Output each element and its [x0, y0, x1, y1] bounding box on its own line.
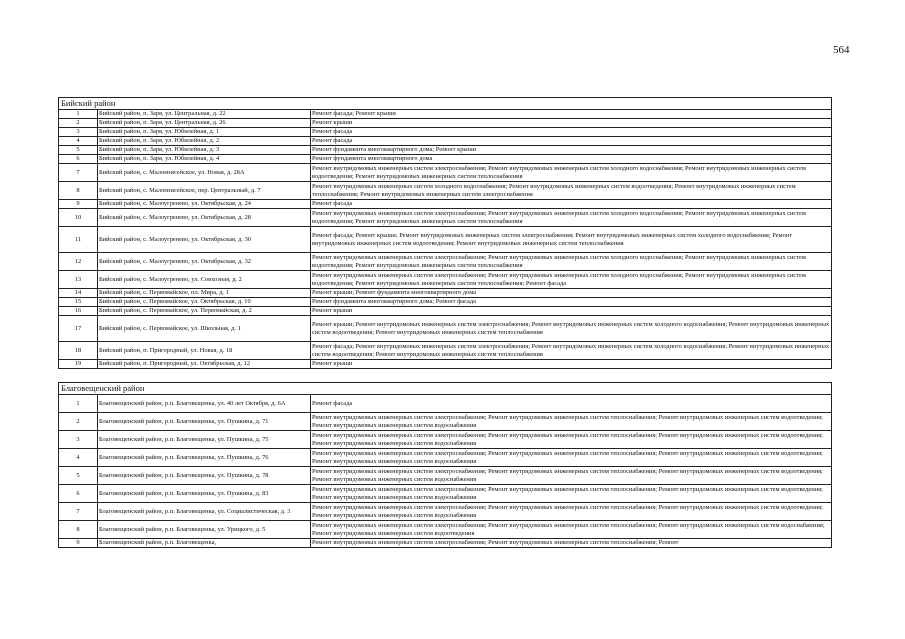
row-number: 7	[59, 503, 98, 521]
row-work: Ремонт внутридомовых инженерных систем электроснабжения; Ремонт внутридомовых инженерных систем теплоснабжения; Ремонт внутридомовых инженерных систем водоотведения; Ремонт внутридомовых инженерных систем водоснабжения	[311, 449, 832, 467]
row-work: Ремонт крыши; Ремонт внутридомовых инженерных систем электроснабжения; Ремонт внутридомовых инженерных систем холодного водоснабжения; Ремонт внутридомовых инженерных систем водоотведения; Ремонт внутридомовых инженерных систем теплоснабжения	[311, 316, 832, 342]
section-gap	[58, 369, 832, 382]
row-number: 9	[59, 200, 98, 209]
row-work: Ремонт фасада	[311, 395, 832, 413]
row-work: Ремонт внутридомовых инженерных систем холодного водоснабжения; Ремонт внутридомовых инженерных систем водоотведения; Ремонт внутридомовых инженерных систем теплоснабжения; Ремонт внутридомовых инженерных систем электроснабжения	[311, 182, 832, 200]
table-row	[59, 360, 832, 369]
row-address: Бийский район, с. Малоугренево, ул. Октябрьская, д. 24	[98, 200, 311, 209]
row-number: 12	[59, 253, 98, 271]
table-row	[59, 146, 832, 155]
table-blagoveshchensk	[58, 394, 832, 548]
table-row	[59, 342, 832, 360]
row-address: Бийский район, с. Малоугренево, ул. Октябрьская, д. 28	[98, 209, 311, 227]
row-number: 6	[59, 485, 98, 503]
row-number: 9	[59, 539, 98, 548]
table-row	[59, 503, 832, 521]
table-row	[59, 413, 832, 431]
row-work: Ремонт фасада	[311, 137, 832, 146]
row-number: 16	[59, 307, 98, 316]
row-work: Ремонт внутридомовых инженерных систем электроснабжения; Ремонт внутридомовых инженерных систем теплоснабжения; Ремонт внутридомовых инженерных систем водоснабжения; Ремонт внутридомовых инженерных систем водоотведения	[311, 521, 832, 539]
row-work: Ремонт фасада	[311, 200, 832, 209]
row-address: Благовещенский район, р.п. Благовещенка, ул. Пушкина, д. 83	[98, 485, 311, 503]
row-address: Благовещенский район, р.п. Благовещенка, ул. Пушкина, д. 71	[98, 413, 311, 431]
table-row	[59, 449, 832, 467]
row-number: 14	[59, 289, 98, 298]
table-row	[59, 137, 832, 146]
table-row	[59, 164, 832, 182]
table-row	[59, 110, 832, 119]
row-address: Бийский район, п. Заря, ул. Юбилейная, д. 1	[98, 128, 311, 137]
document-body	[58, 97, 832, 548]
row-work: Ремонт фундамента многоквартирного дома	[311, 155, 832, 164]
row-address: Бийский район, с. Первомайское, ул. Первомайская, д. 2	[98, 307, 311, 316]
section-title-biysk: Бийский район	[58, 97, 832, 109]
table-biysk	[58, 109, 832, 369]
row-work: Ремонт крыши	[311, 360, 832, 369]
row-number: 7	[59, 164, 98, 182]
row-work: Ремонт внутридомовых инженерных систем электроснабжения; Ремонт внутридомовых инженерных систем теплоснабжения; Ремонт внутридомовых инженерных систем водоотведения; Ремонт внутридомовых инженерных систем водоснабжения	[311, 467, 832, 485]
row-address: Бийский район, с. Первомайское, ул. Школьная, д. 1	[98, 316, 311, 342]
row-address: Бийский район, п. Заря, ул. Юбилейная, д. 3	[98, 146, 311, 155]
row-address: Бийский район, с. Первомайское, ул. Октябрьская, д. 10	[98, 298, 311, 307]
row-address: Благовещенский район, р.п. Благовещенка, ул. Пушкина, д. 78	[98, 467, 311, 485]
row-work: Ремонт внутридомовых инженерных систем электроснабжения; Ремонт внутридомовых инженерных систем холодного водоснабжения; Ремонт внутридомовых инженерных систем водоотведения; Ремонт внутридомовых инженерных систем теплоснабжения	[311, 209, 832, 227]
row-work: Ремонт внутридомовых инженерных систем электроснабжения; Ремонт внутридомовых инженерных систем холодного водоснабжения; Ремонт внутридомовых инженерных систем водоотведения; Ремонт внутридомовых инженерных систем теплоснабжения; Ремонт фасада	[311, 271, 832, 289]
row-work: Ремонт внутридомовых инженерных систем электроснабжения; Ремонт внутридомовых инженерных систем теплоснабжения; Ремонт внутридомовых инженерных систем водоотведения; Ремонт внутридомовых инженерных систем водоснабжения	[311, 431, 832, 449]
row-work: Ремонт внутридомовых инженерных систем электроснабжения; Ремонт внутридомовых инженерных систем теплоснабжения; Ремонт внутридомовых инженерных систем водоотведения; Ремонт внутридомовых инженерных систем водоснабжения	[311, 485, 832, 503]
row-address: Благовещенский район, р.п. Благовещенка, ул. Социалистическая, д. 3	[98, 503, 311, 521]
table-row	[59, 307, 832, 316]
row-address: Бийский район, с. Малоенисейское, ул. Новая, д. 28А	[98, 164, 311, 182]
row-address: Благовещенский район, р.п. Благовещенка, ул. Пушкина, д. 76	[98, 449, 311, 467]
row-work: Ремонт фасада	[311, 128, 832, 137]
row-address: Бийский район, с. Первомайское, пл. Мира, д. 1	[98, 289, 311, 298]
page-number: 564	[833, 44, 850, 56]
row-number: 3	[59, 128, 98, 137]
row-work: Ремонт внутридомовых инженерных систем электроснабжения; Ремонт внутридомовых инженерных систем холодного водоснабжения; Ремонт внутридомовых инженерных систем водоотведения; Ремонт внутридомовых инженерных систем теплоснабжения	[311, 253, 832, 271]
row-work: Ремонт фундамента многоквартирного дома; Ремонт крыши	[311, 146, 832, 155]
table-row	[59, 521, 832, 539]
table-row	[59, 182, 832, 200]
row-address: Бийский район, п. Заря, ул. Юбилейная, д. 4	[98, 155, 311, 164]
row-number: 3	[59, 431, 98, 449]
row-number: 5	[59, 467, 98, 485]
row-number: 19	[59, 360, 98, 369]
row-number: 6	[59, 155, 98, 164]
section-title-blagoveshchensk: Благовещенский район	[58, 382, 832, 394]
row-address: Благовещенский район, р.п. Благовещенка, ул. Урицкого, д. 5	[98, 521, 311, 539]
row-address: Бийский район, с. Малоугренево, ул. Совхозная, д. 2	[98, 271, 311, 289]
row-address: Благовещенский район, р.п. Благовещенка, ул. Пушкина, д. 75	[98, 431, 311, 449]
row-work: Ремонт фасада; Ремонт крыши	[311, 110, 832, 119]
row-number: 11	[59, 227, 98, 253]
row-work: Ремонт фасада; Ремонт крыши; Ремонт внутридомовых инженерных систем электроснабжения; Ремонт внутридомовых инженерных систем холодного водоснабжения; Ремонт внутридомовых инженерных систем водоотведения; Ремонт внутридомовых инженерных систем теплоснабжения	[311, 227, 832, 253]
row-number: 8	[59, 182, 98, 200]
table-row	[59, 227, 832, 253]
row-work: Ремонт крыши; Ремонт фундамента многоквартирного дома	[311, 289, 832, 298]
row-number: 5	[59, 146, 98, 155]
row-number: 18	[59, 342, 98, 360]
table-row	[59, 200, 832, 209]
row-address: Благовещенский район, р.п. Благовещенка,	[98, 539, 311, 548]
row-number: 10	[59, 209, 98, 227]
row-address: Бийский район, с. Малоугренево, ул. Октябрьская, д. 32	[98, 253, 311, 271]
row-number: 4	[59, 449, 98, 467]
row-address: Бийский район, п. Заря, ул. Центральная, д. 26	[98, 119, 311, 128]
row-number: 15	[59, 298, 98, 307]
row-address: Бийский район, п. Пригородный, ул. Новая, д. 18	[98, 342, 311, 360]
row-work: Ремонт внутридомовых инженерных систем электроснабжения; Ремонт внутридомовых инженерных систем холодного водоснабжения; Ремонт внутридомовых инженерных систем водоотведения; Ремонт внутридомовых инженерных систем теплоснабжения	[311, 164, 832, 182]
table-row	[59, 289, 832, 298]
row-address: Благовещенский район, р.п. Благовещенка, ул. 40 лет Октября, д. 6А	[98, 395, 311, 413]
table-row	[59, 431, 832, 449]
row-address: Бийский район, п. Пригородный, ул. Октябрьская, д. 12	[98, 360, 311, 369]
table-row	[59, 155, 832, 164]
row-number: 8	[59, 521, 98, 539]
row-number: 1	[59, 395, 98, 413]
row-number: 4	[59, 137, 98, 146]
row-work: Ремонт внутридомовых инженерных систем электроснабжения; Ремонт внутридомовых инженерных систем теплоснабжения; Ремонт внутридомовых инженерных систем водоотведения; Ремонт внутридомовых инженерных систем водоснабжения	[311, 413, 832, 431]
row-address: Бийский район, п. Заря, ул. Центральная, д. 22	[98, 110, 311, 119]
row-number: 13	[59, 271, 98, 289]
row-work: Ремонт крыши	[311, 307, 832, 316]
row-number: 1	[59, 110, 98, 119]
row-work: Ремонт крыши	[311, 119, 832, 128]
table-row	[59, 316, 832, 342]
table-row	[59, 271, 832, 289]
table-row	[59, 467, 832, 485]
row-work: Ремонт внутридомовых инженерных систем электроснабжения; Ремонт внутридомовых инженерных систем теплоснабжения; Ремонт	[311, 539, 832, 548]
row-address: Бийский район, с. Малоенисейское, пер. Центральный, д. 7	[98, 182, 311, 200]
table-row	[59, 539, 832, 548]
table-row	[59, 395, 832, 413]
row-number: 2	[59, 413, 98, 431]
table-row	[59, 119, 832, 128]
row-address: Бийский район, п. Заря, ул. Юбилейная, д. 2	[98, 137, 311, 146]
table-row	[59, 298, 832, 307]
table-row	[59, 485, 832, 503]
table-row	[59, 128, 832, 137]
row-work: Ремонт фасада; Ремонт внутридомовых инженерных систем электроснабжения; Ремонт внутридомовых инженерных систем холодного водоснабжения; Ремонт внутридомовых инженерных систем водоотведения; Ремонт внутридомовых инженерных систем теплоснабжения	[311, 342, 832, 360]
row-work: Ремонт фундамента многоквартирного дома; Ремонт фасада	[311, 298, 832, 307]
table-row	[59, 209, 832, 227]
table-row	[59, 253, 832, 271]
row-number: 2	[59, 119, 98, 128]
row-number: 17	[59, 316, 98, 342]
row-work: Ремонт внутридомовых инженерных систем электроснабжения; Ремонт внутридомовых инженерных систем теплоснабжения; Ремонт внутридомовых инженерных систем водоотведения; Ремонт внутридомовых инженерных систем водоснабжения	[311, 503, 832, 521]
row-address: Бийский район, с. Малоугренево, ул. Октябрьская, д. 30	[98, 227, 311, 253]
